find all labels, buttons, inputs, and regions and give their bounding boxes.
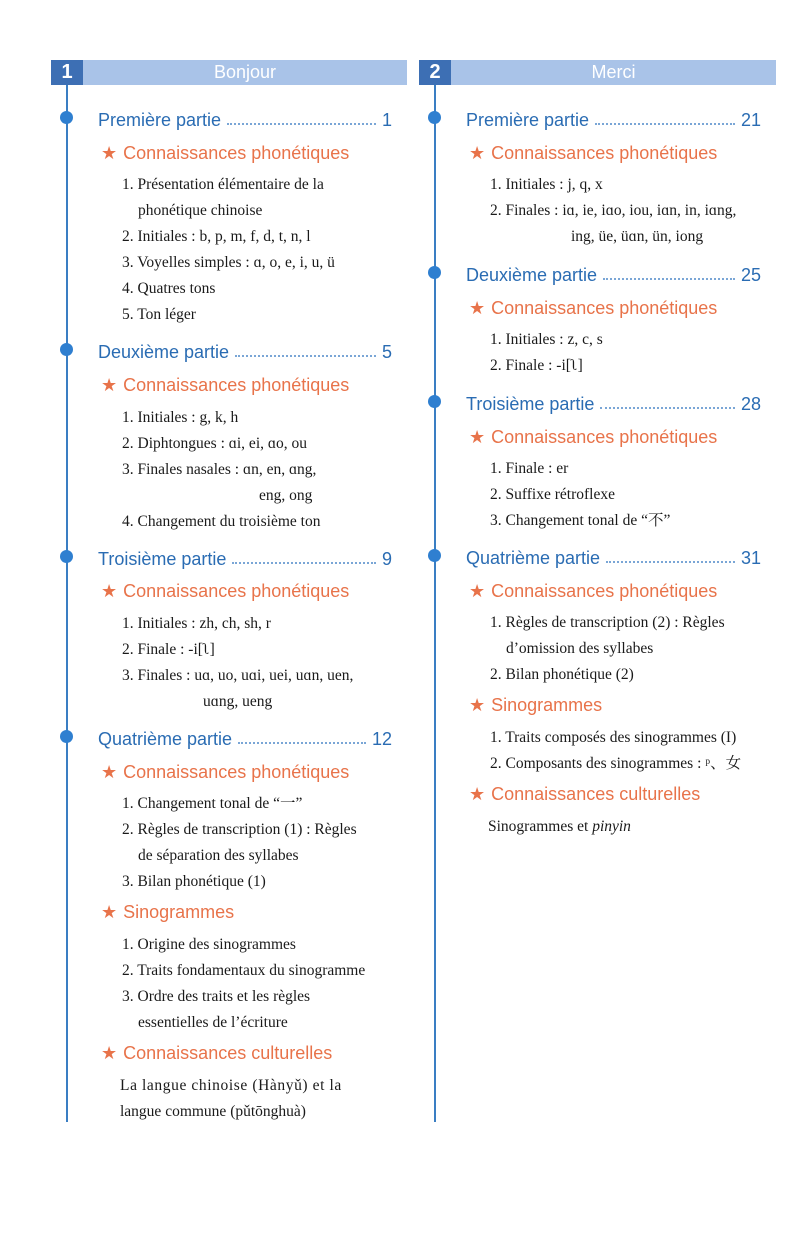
list-item: 2. Bilan phonétique (2) — [490, 666, 634, 683]
part-page: 25 — [740, 265, 761, 285]
lesson-1-column — [51, 60, 407, 1120]
section-label: Connaissances phonétiques — [491, 143, 718, 163]
list-item: 2. Composants des sinogrammes : ᵖ、女 — [490, 755, 742, 772]
dot-leader — [595, 123, 735, 125]
bullet-dot-icon — [60, 111, 73, 124]
star-icon: ★ — [101, 143, 118, 163]
star-icon: ★ — [469, 298, 486, 318]
part-page: 28 — [740, 394, 761, 414]
list-item: 2. Traits fondamentaux du sinogramme — [122, 962, 366, 979]
bullet-dot-icon — [428, 549, 441, 562]
bullet-dot-icon — [428, 111, 441, 124]
list-item: 2. Diphtongues : ɑi, ei, ɑo, ou — [122, 435, 307, 452]
list-item: 4. Changement du troisième ton — [122, 513, 321, 530]
list-item: 1. Initiales : j, q, x — [490, 176, 603, 193]
bullet-dot-icon — [60, 343, 73, 356]
star-icon: ★ — [469, 784, 486, 804]
dot-leader — [603, 278, 735, 280]
section-label: Connaissances culturelles — [123, 1043, 333, 1063]
list-item: essentielles de l’écriture — [138, 1014, 288, 1031]
lesson-1-header — [51, 60, 407, 85]
section-label: Sinogrammes — [491, 695, 603, 715]
list-item: 1. Changement tonal de “一” — [122, 795, 303, 812]
section-heading — [469, 581, 717, 602]
list-item: 1. Traits composés des sinogrammes (I) — [490, 729, 737, 746]
section-label: Connaissances phonétiques — [491, 427, 718, 447]
bullet-dot-icon — [428, 395, 441, 408]
part-name: Deuxième partie — [98, 342, 230, 362]
list-item: 4. Quatres tons — [122, 280, 216, 297]
list-item: 2. Règles de transcription (1) : Règles — [122, 821, 357, 838]
list-item: eng, ong — [259, 487, 313, 504]
list-item: 2. Finale : -i[ʅ] — [490, 357, 583, 374]
list-item — [488, 814, 631, 840]
list-item: La langue chinoise (Hànyǔ) et la — [120, 1077, 342, 1094]
part-page: 1 — [381, 110, 392, 130]
list-item: 1. Initiales : zh, ch, sh, r — [122, 615, 271, 632]
section-heading — [101, 581, 349, 602]
toc-part-3[interactable] — [98, 544, 392, 570]
part-page: 21 — [740, 110, 761, 130]
list-item: 5. Ton léger — [122, 306, 196, 323]
part-name: Troisième partie — [466, 394, 595, 414]
toc-part-3[interactable] — [466, 389, 761, 415]
list-item: phonétique chinoise — [138, 202, 263, 219]
list-item: 1. Origine des sinogrammes — [122, 936, 296, 953]
section-heading — [101, 762, 349, 783]
part-page: 31 — [740, 548, 761, 568]
dot-leader — [238, 742, 366, 744]
dot-leader — [227, 123, 376, 125]
list-item: 3. Finales : uɑ, uo, uɑi, uei, uɑn, uen, — [122, 667, 354, 684]
culture-text-italic: pinyin — [592, 818, 631, 835]
part-name: Quatrième partie — [98, 729, 233, 749]
part-page: 12 — [371, 729, 392, 749]
bullet-dot-icon — [60, 730, 73, 743]
star-icon: ★ — [469, 695, 486, 715]
star-icon: ★ — [469, 427, 486, 447]
section-heading — [469, 784, 700, 805]
lesson-2-header — [419, 60, 776, 85]
section-label: Connaissances phonétiques — [123, 375, 350, 395]
star-icon: ★ — [101, 1043, 118, 1063]
list-item: 2. Finale : -i[ʅ] — [122, 641, 215, 658]
part-name: Première partie — [466, 110, 590, 130]
list-item: 2. Initiales : b, p, m, f, d, t, n, l — [122, 228, 311, 245]
lesson-title: Merci — [591, 62, 636, 82]
part-name: Première partie — [98, 110, 222, 130]
list-item: d’omission des syllabes — [506, 640, 654, 657]
section-heading — [101, 375, 349, 396]
dot-leader — [232, 562, 376, 564]
culture-text: Sinogrammes et — [488, 818, 593, 835]
section-label: Connaissances culturelles — [491, 784, 701, 804]
bullet-dot-icon — [428, 266, 441, 279]
section-label: Connaissances phonétiques — [123, 762, 350, 782]
bullet-dot-icon — [60, 550, 73, 563]
toc-part-1[interactable] — [466, 105, 761, 131]
timeline-line — [66, 85, 68, 1122]
list-item: 3. Ordre des traits et les règles — [122, 988, 311, 1005]
list-item: 3. Changement tonal de “不” — [490, 512, 671, 529]
part-name: Deuxième partie — [466, 265, 598, 285]
list-item: langue commune (pǔtōnghuà) — [120, 1103, 306, 1120]
dot-leader — [235, 355, 376, 357]
timeline-line — [434, 85, 436, 1122]
dot-leader — [606, 561, 735, 563]
section-label: Connaissances phonétiques — [491, 298, 718, 318]
star-icon: ★ — [469, 581, 486, 601]
toc-part-1[interactable] — [98, 105, 392, 131]
list-item: 2. Suffixe rétroflexe — [490, 486, 615, 503]
part-name: Quatrième partie — [466, 548, 601, 568]
star-icon: ★ — [101, 375, 118, 395]
section-heading — [101, 902, 234, 923]
toc-part-2[interactable] — [466, 260, 761, 286]
lesson-number: 1 — [51, 60, 83, 85]
list-item: 1. Finale : er — [490, 460, 569, 477]
part-page: 5 — [381, 342, 392, 362]
lesson-number: 2 — [419, 60, 451, 85]
toc-part-2[interactable] — [98, 337, 392, 363]
list-item: 1. Règles de transcription (2) : Règles — [490, 614, 725, 631]
list-item: uɑng, ueng — [203, 693, 273, 710]
lesson-title: Bonjour — [213, 62, 277, 82]
list-item: ing, üe, üɑn, ün, iong — [571, 228, 704, 245]
section-label: Sinogrammes — [123, 902, 235, 922]
section-heading — [469, 695, 602, 716]
section-heading — [469, 427, 717, 448]
star-icon: ★ — [101, 581, 118, 601]
toc-part-4[interactable] — [98, 724, 392, 750]
section-heading — [101, 1043, 332, 1064]
section-heading — [469, 143, 717, 164]
section-label: Connaissances phonétiques — [123, 581, 350, 601]
section-label: Connaissances phonétiques — [123, 143, 350, 163]
star-icon: ★ — [101, 902, 118, 922]
section-heading — [469, 298, 717, 319]
section-label: Connaissances phonétiques — [491, 581, 718, 601]
dot-leader — [600, 407, 735, 409]
star-icon: ★ — [469, 143, 486, 163]
list-item: 3. Voyelles simples : ɑ, o, e, i, u, ü — [122, 254, 335, 271]
toc-part-4[interactable] — [466, 543, 761, 569]
list-item: 2. Finales : iɑ, ie, iɑo, iou, iɑn, in, iɑng, — [490, 202, 737, 219]
list-item: de séparation des syllabes — [138, 847, 299, 864]
lesson-2-column — [419, 60, 776, 835]
list-item: 1. Initiales : z, c, s — [490, 331, 603, 348]
part-name: Troisième partie — [98, 549, 227, 569]
part-page: 9 — [381, 549, 392, 569]
list-item: 1. Initiales : g, k, h — [122, 409, 239, 426]
list-item: 1. Présentation élémentaire de la — [122, 176, 324, 193]
star-icon: ★ — [101, 762, 118, 782]
list-item: 3. Bilan phonétique (1) — [122, 873, 266, 890]
list-item: 3. Finales nasales : ɑn, en, ɑng, — [122, 461, 317, 478]
section-heading — [101, 143, 349, 164]
